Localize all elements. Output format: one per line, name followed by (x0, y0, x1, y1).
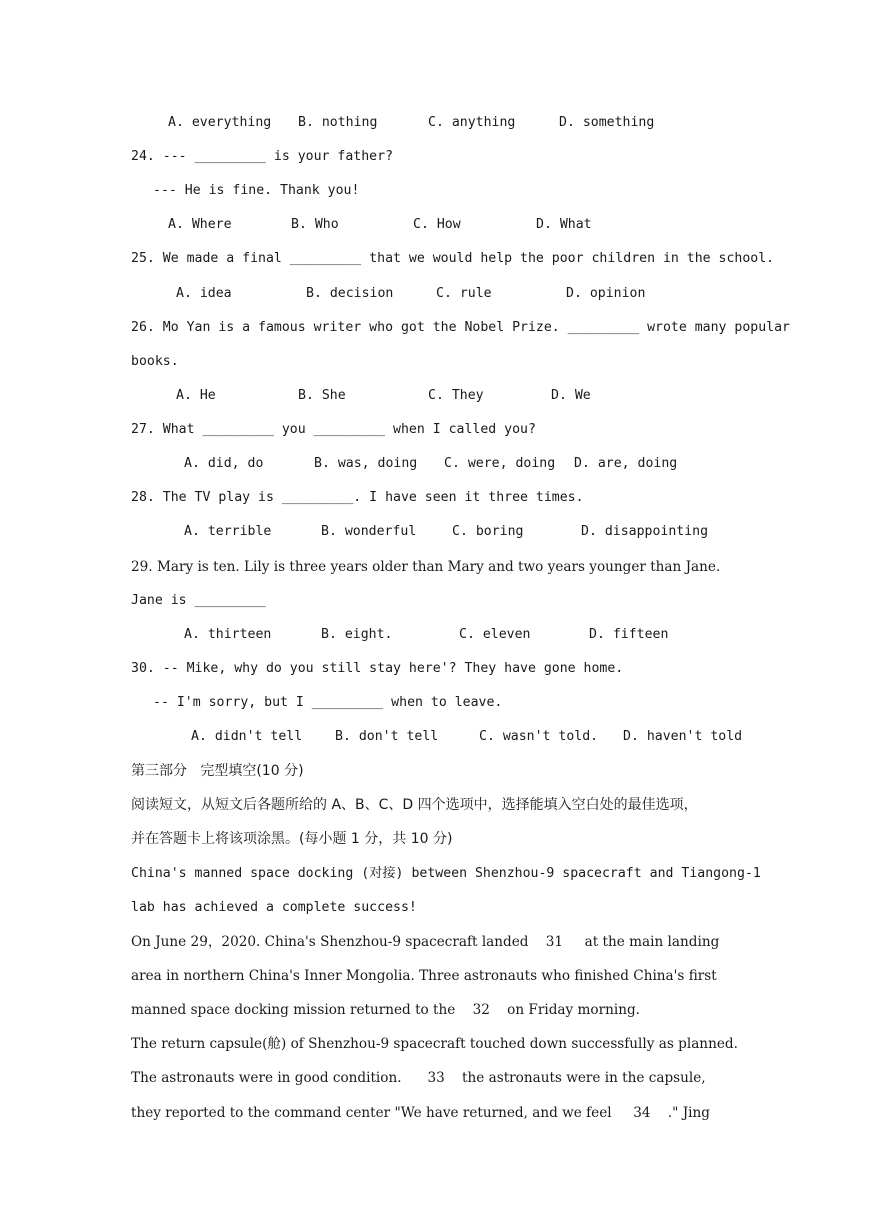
q26-option-c: C. They (428, 388, 484, 403)
q26-option-a: A. He (176, 388, 216, 403)
q25-stem: 25. We made a final _________ that we would help the poor children in the school. (131, 251, 775, 266)
q25-option-d: D. opinion (566, 286, 646, 301)
q26-option-d: D. We (551, 388, 591, 403)
q29-option-b: B. eight. (321, 627, 393, 642)
passage-line: The return capsule(舱) of Shenzhou-9 spacecraft touched down successfully as planned. (131, 1036, 738, 1052)
section-instruction-line-1: 阅读短文，从短文后各题所给的 A、B、C、D 四个选项中，选择能填入空白处的最佳选项， (131, 797, 698, 813)
q27-option-d: D. are, doing (574, 456, 678, 471)
q23-option-c: C. anything (428, 115, 516, 130)
q29-option-a: A. thirteen (184, 627, 272, 642)
q28-option-b: B. wonderful (321, 524, 417, 539)
q26-stem: 26. Mo Yan is a famous writer who got the Nobel Prize. _________ wrote many popular (131, 320, 790, 335)
q24-option-d: D. What (536, 217, 592, 232)
q24-reply: --- He is fine. Thank you! (153, 183, 360, 198)
q26-stem-continued: books. (131, 354, 179, 369)
q30-option-b: B. don't tell (335, 729, 439, 744)
q25-option-b: B. decision (306, 286, 394, 301)
q28-stem: 28. The TV play is _________. I have seen it three times. (131, 490, 584, 505)
passage-line: The astronauts were in good condition. 33 the astronauts were in the capsule, (131, 1070, 706, 1086)
q30-option-c: C. wasn't told. (479, 729, 599, 744)
q24-option-c: C. How (413, 217, 461, 232)
section-instruction-line-2: 并在答题卡上将该项涂黑。(每小题 1 分，共 10 分) (131, 831, 453, 847)
q27-stem: 27. What _________ you _________ when I called you? (131, 422, 536, 437)
q25-option-c: C. rule (436, 286, 492, 301)
q29-stem: 29. Mary is ten. Lily is three years older than Mary and two years younger than Jane. (131, 559, 721, 575)
passage-line: lab has achieved a complete success! (131, 900, 417, 915)
q24-option-a: A. Where (168, 217, 232, 232)
q25-option-a: A. idea (176, 286, 232, 301)
q26-option-b: B. She (298, 388, 346, 403)
passage-line: they reported to the command center "We have returned, and we feel 34 ." Jing (131, 1105, 710, 1121)
q30-reply: -- I'm sorry, but I _________ when to leave. (153, 695, 503, 710)
passage-line: manned space docking mission returned to the 32 on Friday morning. (131, 1002, 640, 1018)
q27-option-a: A. did, do (184, 456, 264, 471)
q23-option-b: B. nothing (298, 115, 378, 130)
q29-option-d: D. fifteen (589, 627, 669, 642)
q23-option-a: A. everything (168, 115, 272, 130)
q24-stem: 24. --- _________ is your father? (131, 149, 394, 164)
passage-line: area in northern China's Inner Mongolia. Three astronauts who finished China's first (131, 968, 717, 984)
q29-option-c: C. eleven (459, 627, 531, 642)
q28-option-a: A. terrible (184, 524, 272, 539)
q30-option-a: A. didn't tell (191, 729, 303, 744)
passage-line: China's manned space docking (对接) between Shenzhou-9 spacecraft and Tiangong-1 (131, 866, 761, 881)
q30-stem: 30. -- Mike, why do you still stay here'? They have gone home. (131, 661, 624, 676)
q23-option-d: D. something (559, 115, 655, 130)
q30-option-d: D. haven't told (623, 729, 743, 744)
section-heading: 第三部分 完型填空(10 分) (131, 763, 304, 779)
q27-option-b: B. was, doing (314, 456, 418, 471)
passage-line: On June 29，2020. China's Shenzhou-9 spacecraft landed 31 at the main landing (131, 934, 720, 950)
q27-option-c: C. were, doing (444, 456, 556, 471)
q28-option-c: C. boring (452, 524, 524, 539)
q29-stem-continued: Jane is _________ (131, 593, 266, 608)
q28-option-d: D. disappointing (581, 524, 709, 539)
q24-option-b: B. Who (291, 217, 339, 232)
